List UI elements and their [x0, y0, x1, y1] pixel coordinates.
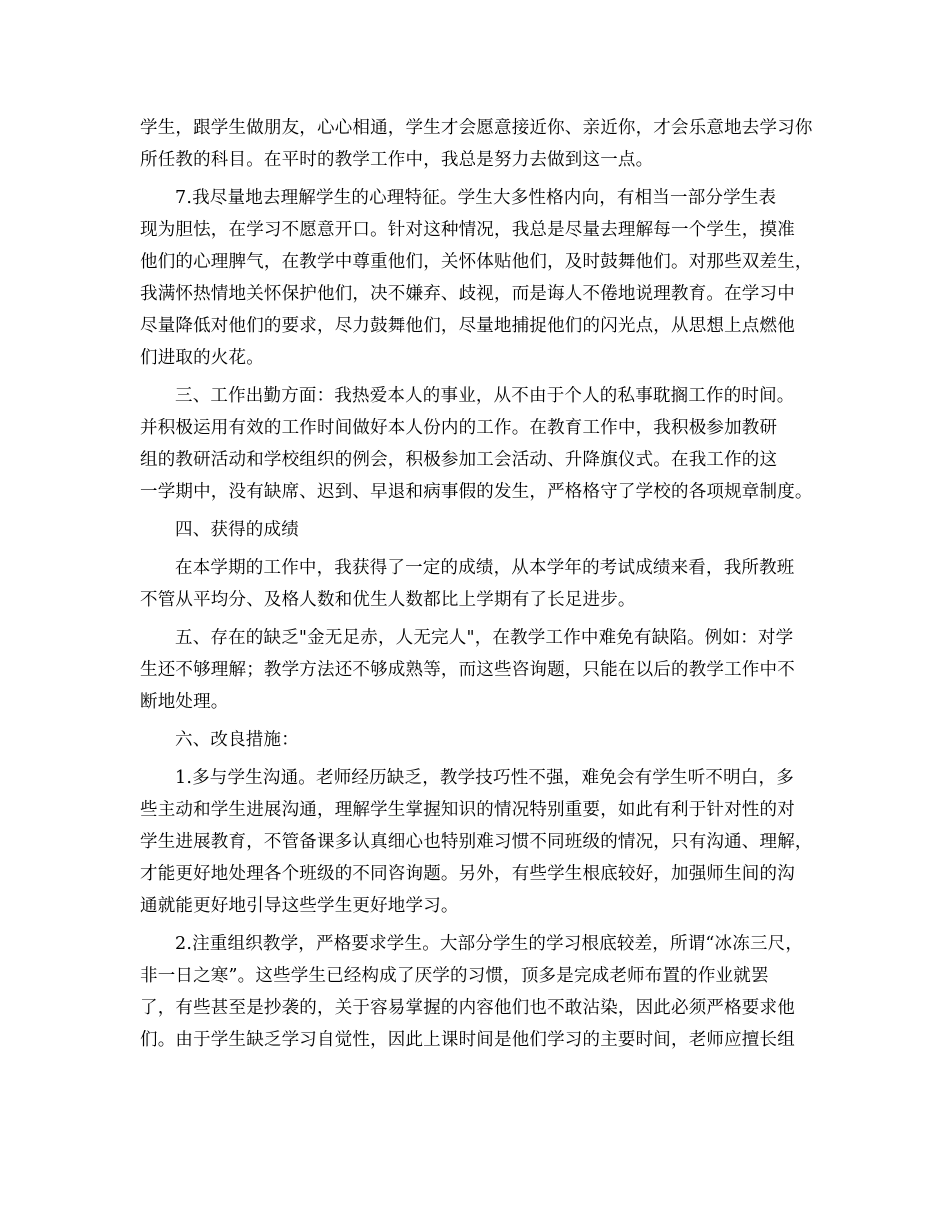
text-line: 2.注重组织教学，严格要求学生。大部分学生的学习根底较差，所谓“冰冻三尺，	[175, 934, 804, 954]
text-line: 断地处理。	[140, 692, 229, 712]
text-line: 不管从平均分、及格人数和优生人数都比上学期有了长足进步。	[140, 590, 636, 610]
text-line: 一学期中，没有缺席、迟到、早退和病事假的发生，严格格守了学校的各项规章制度。	[140, 482, 813, 502]
paragraph	[140, 380, 820, 508]
paragraph	[140, 182, 820, 374]
text-line: 学生，跟学生做朋友，心心相通，学生才会愿意接近你、亲近你，才会乐意地去学习你	[140, 118, 813, 138]
text-line: 1.多与学生沟通。老师经历缺乏，教学技巧性不强，难免会有学生听不明白，多	[175, 768, 794, 788]
text-line: 些主动和学生进展沟通，理解学生掌握知识的情况特别重要，如此有利于针对性的对	[140, 800, 795, 820]
text-line: 五、存在的缺乏"金无足赤，人无完人"，在教学工作中难免有缺陷。例如：对学	[175, 628, 794, 648]
section-heading	[140, 514, 820, 546]
paragraph	[140, 928, 820, 1056]
text-line: 现为胆怯，在学习不愿意开口。针对这种情况，我总是尽量去理解每一个学生，摸准	[140, 220, 795, 240]
text-line: 尽量降低对他们的要求，尽力鼓舞他们，尽量地捕捉他们的闪光点，从思想上点燃他	[140, 316, 795, 336]
section-heading	[140, 724, 820, 756]
text-line: 非一日之寒”。这些学生已经构成了厌学的习惯，顶多是完成老师布置的作业就罢	[140, 966, 769, 986]
text-line: 他们的心理脾气，在教学中尊重他们，关怀体贴他们，及时鼓舞他们。对那些双差生，	[140, 252, 813, 272]
text-line: 才能更好地处理各个班级的不同咨询题。另外，有些学生根底较好，加强师生间的沟	[140, 864, 795, 884]
text-line: 三、工作出勤方面：我热爱本人的事业，从不由于个人的私事耽搁工作的时间。	[175, 386, 795, 406]
text-line: 了，有些甚至是抄袭的，关于容易掌握的内容他们也不敢沾染，因此必须严格要求他	[140, 998, 795, 1018]
paragraph	[140, 552, 820, 616]
text-line: 在本学期的工作中，我获得了一定的成绩，从本学年的考试成绩来看，我所教班	[175, 558, 795, 578]
text-line: 们。由于学生缺乏学习自觉性，因此上课时间是他们学习的主要时间，老师应擅长组	[140, 1030, 795, 1050]
paragraph	[140, 762, 820, 922]
text-line: 所任教的科目。在平时的教学工作中，我总是努力去做到这一点。	[140, 150, 654, 170]
paragraph	[140, 622, 820, 718]
text-line: 并积极运用有效的工作时间做好本人份内的工作。在教育工作中，我积极参加教研	[140, 418, 778, 438]
document-body	[140, 112, 820, 1062]
text-line: 生还不够理解；教学方法还不够成熟等，而这些咨询题，只能在以后的教学工作中不	[140, 660, 795, 680]
text-line: 四、获得的成绩	[175, 520, 299, 540]
text-line: 组的教研活动和学校组织的例会，积极参加工会活动、升降旗仪式。在我工作的这	[140, 450, 778, 470]
text-line: 7.我尽量地去理解学生的心理特征。学生大多性格内向，有相当一部分学生表	[175, 188, 777, 208]
text-line: 学生进展教育，不管备课多认真细心也特别难习惯不同班级的情况，只有沟通、理解，	[140, 832, 813, 852]
text-line: 六、改良措施：	[175, 730, 299, 750]
text-line: 通就能更好地引导这些学生更好地学习。	[140, 896, 459, 916]
text-line: 们进取的火花。	[140, 348, 264, 368]
paragraph	[140, 112, 820, 176]
text-line: 我满怀热情地关怀保护他们，决不嫌弃、歧视，而是诲人不倦地说理教育。在学习中	[140, 284, 795, 304]
